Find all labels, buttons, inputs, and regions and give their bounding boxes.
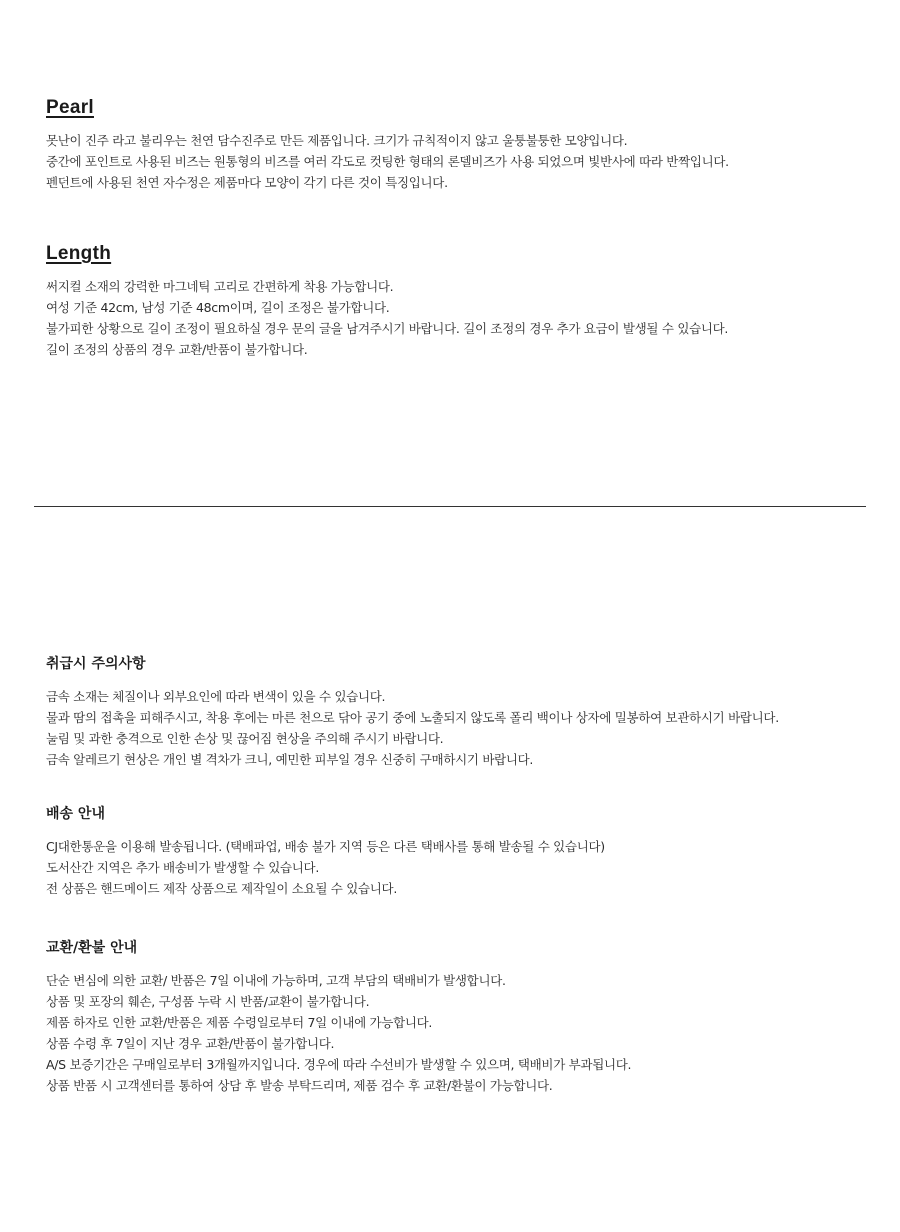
length-line: 여성 기준 42cm, 남성 기준 48cm이며, 길이 조정은 불가합니다.: [46, 300, 390, 315]
care-list: [46, 686, 880, 770]
length-line: 써지컬 소재의 강력한 마그네틱 고리로 간편하게 착용 가능합니다.: [46, 279, 394, 294]
shipping-heading: 배송 안내: [46, 806, 105, 822]
pearl-line: 못난이 진주 라고 불리우는 천연 담수진주로 만든 제품입니다. 크기가 규칙적이지 않고 울퉁불퉁한 모양입니다.: [46, 133, 628, 148]
exchange-line: 제품 하자로 인한 교환/반품은 제품 수령일로부터 7일 이내에 가능합니다.: [46, 1015, 433, 1030]
pearl-line: 펜던트에 사용된 천연 자수정은 제품마다 모양이 각기 다른 것이 특징입니다.: [46, 175, 448, 190]
shipping-line: 전 상품은 핸드메이드 제작 상품으로 제작일이 소요될 수 있습니다.: [46, 881, 397, 896]
shipping-section: [46, 804, 880, 899]
care-line: 눌림 및 과한 충격으로 인한 손상 및 끊어짐 현상을 주의해 주시기 바랍니다.: [46, 731, 444, 746]
care-line: 금속 알레르기 현상은 개인 별 격차가 크니, 예민한 피부일 경우 신중히 구매하시기 바랍니다.: [46, 752, 534, 767]
exchange-line: 단순 변심에 의한 교환/ 반품은 7일 이내에 가능하며, 고객 부담의 택배비가 발생합니다.: [46, 973, 506, 988]
care-line: 금속 소재는 체질이나 외부요인에 따라 변색이 있을 수 있습니다.: [46, 689, 386, 704]
pearl-line: 중간에 포인트로 사용된 비즈는 원통형의 비즈를 여러 각도로 컷팅한 형태의 론델비즈가 사용 되었으며 빛반사에 따라 반짝입니다.: [46, 154, 729, 169]
shipping-line: CJ대한통운을 이용해 발송됩니다. (택배파업, 배송 불가 지역 등은 다른 택배사를 통해 발송될 수 있습니다): [46, 839, 605, 854]
pearl-heading: Pearl: [46, 97, 94, 118]
exchange-list: [46, 970, 880, 1096]
shipping-line: 도서산간 지역은 추가 배송비가 발생할 수 있습니다.: [46, 860, 319, 875]
length-line: 불가피한 상황으로 길이 조정이 필요하실 경우 문의 글을 남겨주시기 바랍니다. 길이 조정의 경우 추가 요금이 발생될 수 있습니다.: [46, 321, 729, 336]
exchange-line: 상품 및 포장의 훼손, 구성품 누락 시 반품/교환이 불가합니다.: [46, 994, 370, 1009]
length-description: [46, 276, 880, 360]
care-line: 물과 땀의 접촉을 피해주시고, 착용 후에는 마른 천으로 닦아 공기 중에 노출되지 않도록 폴리 백이나 상자에 밀봉하여 보관하시기 바랍니다.: [46, 710, 779, 725]
pearl-description: [46, 130, 880, 193]
exchange-heading: 교환/환불 안내: [46, 940, 138, 956]
exchange-section: [46, 938, 880, 1096]
length-section: [46, 242, 880, 360]
shipping-list: [46, 836, 880, 899]
section-divider: [34, 506, 866, 507]
exchange-line: A/S 보증기간은 구매일로부터 3개월까지입니다. 경우에 따라 수선비가 발생할 수 있으며, 택배비가 부과됩니다.: [46, 1057, 632, 1072]
care-heading: 취급시 주의사항: [46, 656, 146, 672]
exchange-line: 상품 반품 시 고객센터를 통하여 상담 후 발송 부탁드리며, 제품 검수 후 교환/환불이 가능합니다.: [46, 1078, 553, 1093]
pearl-section: [46, 96, 880, 193]
length-line: 길이 조정의 상품의 경우 교환/반품이 불가합니다.: [46, 342, 308, 357]
length-heading: Length: [46, 243, 112, 264]
exchange-line: 상품 수령 후 7일이 지난 경우 교환/반품이 불가합니다.: [46, 1036, 335, 1051]
care-section: [46, 654, 880, 770]
